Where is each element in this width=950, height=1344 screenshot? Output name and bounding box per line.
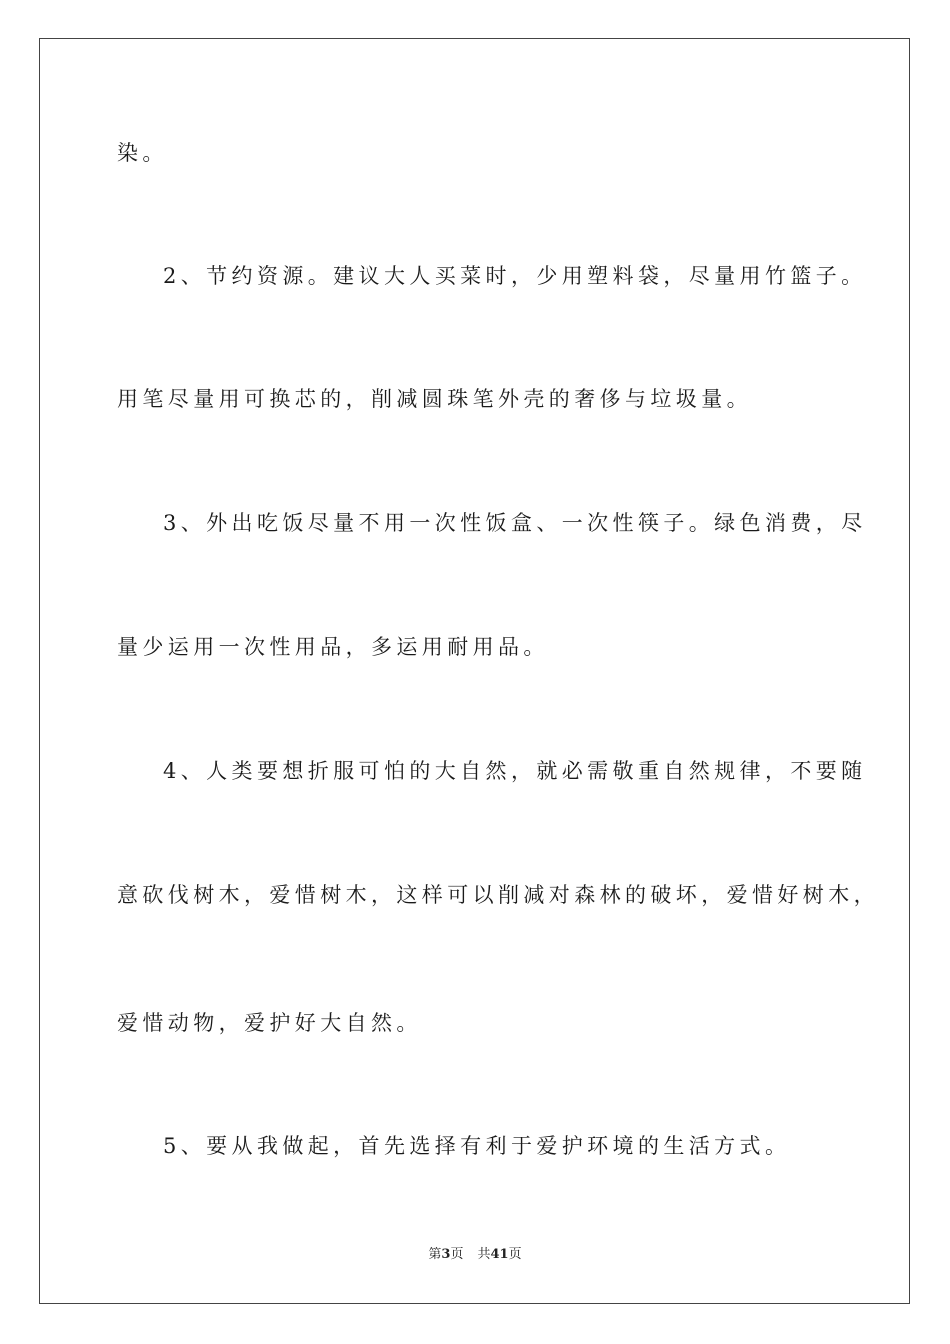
text-line-8: 爱惜动物，爱护好大自然。	[117, 1011, 422, 1035]
footer-page-prefix: 第	[428, 1247, 442, 1262]
text-line-9: 5、要从我做起，首先选择有利于爱护环境的生活方式。	[163, 1134, 791, 1158]
text-line-2: 2、节约资源。建议大人买菜时，少用塑料袋，尽量用竹篮子。	[163, 264, 867, 288]
text-line-5: 量少运用一次性用品，多运用耐用品。	[117, 635, 549, 659]
text-line-3: 用笔尽量用可换芯的，削减圆珠笔外壳的奢侈与垃圾量。	[117, 387, 752, 411]
text-line-6: 4、人类要想折服可怕的大自然，就必需敬重自然规律，不要随	[163, 759, 867, 783]
footer-page-number: 3	[441, 1247, 451, 1262]
footer-total-suffix: 页	[508, 1247, 522, 1262]
footer-page-suffix: 页	[450, 1247, 464, 1262]
text-line-7: 意砍伐树木，爱惜树木，这样可以削减对森林的破坏，爱惜好树木，	[117, 883, 879, 907]
footer-total-pages: 41	[490, 1247, 509, 1262]
text-line-4: 3、外出吃饭尽量不用一次性饭盒、一次性筷子。绿色消费，尽	[163, 511, 867, 535]
text-line-1: 染。	[117, 141, 168, 165]
page-border	[39, 38, 910, 1304]
footer-total-prefix: 共	[477, 1247, 491, 1262]
page-footer	[0, 1246, 950, 1264]
